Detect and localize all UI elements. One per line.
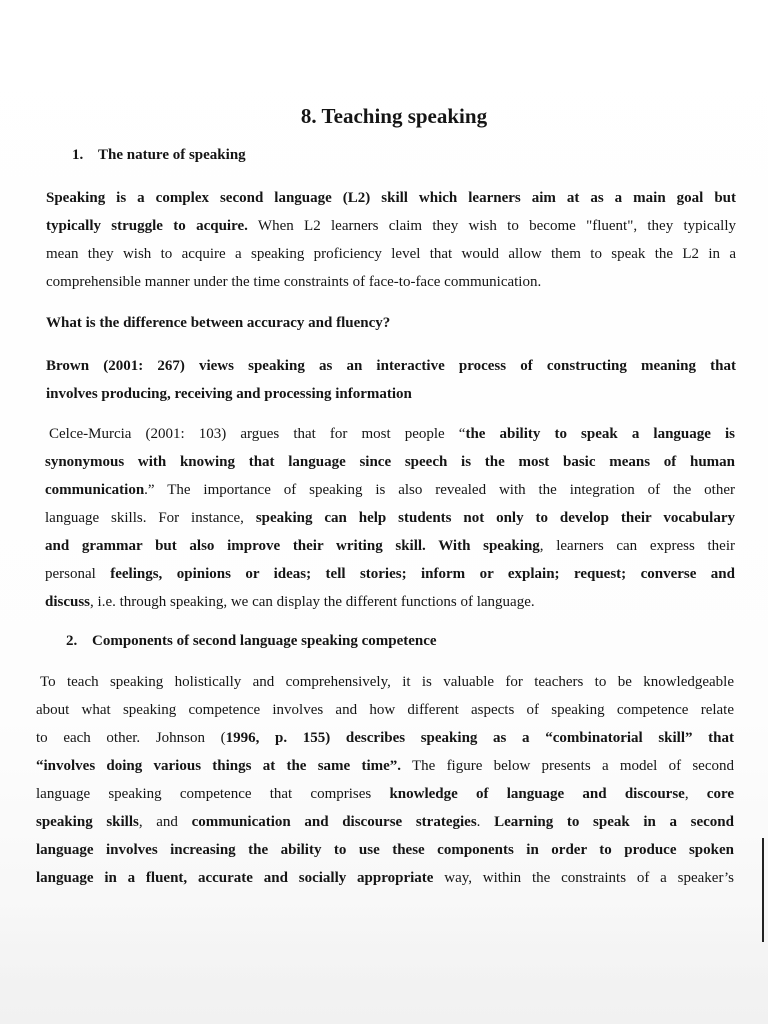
text-line: Brown (2001: 267) views speaking as an interactive process of constructing meaning that (46, 358, 736, 374)
text-line: about what speaking competence involves and how different aspects of speaking competence relate (36, 702, 734, 718)
paragraph-components (36, 668, 734, 892)
text-line: Celce-Murcia (2001: 103) argues that for most people “the ability to speak a language is (49, 426, 735, 442)
text-line: Speaking is a complex second language (L2) skill which learners aim at as a main goal but (46, 190, 736, 206)
page-title: 8. Teaching speaking (300, 104, 488, 128)
paragraph-celce-murcia (45, 420, 735, 616)
section-title: The nature of speaking (98, 147, 246, 163)
text-line: language in a fluent, accurate and socially appropriate way, within the constraints of a speaker’s (36, 870, 734, 886)
text-line: language skills. For instance, speaking can help students not only to develop their vocabulary (45, 510, 735, 526)
section-heading-1 (72, 147, 246, 164)
question-heading: What is the difference between accuracy and fluency? (46, 315, 391, 331)
text-line: mean they wish to acquire a speaking proficiency level that would allow them to speak the L2 in a (46, 246, 736, 262)
text-line: speaking skills, and communication and discourse strategies. Learning to speak in a second (36, 814, 734, 830)
text-line: and grammar but also improve their writing skill. With speaking, learners can express their (45, 538, 735, 554)
text-line: communication.” The importance of speaking is also revealed with the integration of the other (45, 482, 735, 498)
section-number: 2. (66, 633, 78, 649)
page-edge-line (762, 838, 764, 942)
text-line: “involves doing various things at the same time”. The figure below presents a model of second (36, 758, 734, 774)
page-bottom-shadow (0, 905, 768, 1024)
text-line: To teach speaking holistically and comprehensively, it is valuable for teachers to be knowledgeable (40, 674, 734, 690)
text-line: typically struggle to acquire. When L2 learners claim they wish to become "fluent", they typically (46, 218, 736, 234)
text-line: language speaking competence that comprises knowledge of language and discourse, core (36, 786, 734, 802)
section-number: 1. (72, 147, 84, 163)
text-line: involves producing, receiving and processing information (46, 386, 412, 402)
section-title: Components of second language speaking competence (92, 633, 437, 649)
text-line: discuss, i.e. through speaking, we can display the different functions of language. (45, 594, 535, 610)
text-line: personal feelings, opinions or ideas; tell stories; inform or explain; request; converse and (45, 566, 735, 582)
paragraph-intro (46, 184, 736, 296)
text-line: to each other. Johnson (1996, p. 155) describes speaking as a “combinatorial skill” that (36, 730, 734, 746)
text-line: comprehensible manner under the time constraints of face-to-face communication. (46, 274, 542, 290)
text-line: language involves increasing the ability to use these components in order to produce spoken (36, 842, 734, 858)
paragraph-brown (46, 352, 736, 408)
section-heading-2 (66, 633, 437, 650)
text-line: synonymous with knowing that language since speech is the most basic means of human (45, 454, 735, 470)
